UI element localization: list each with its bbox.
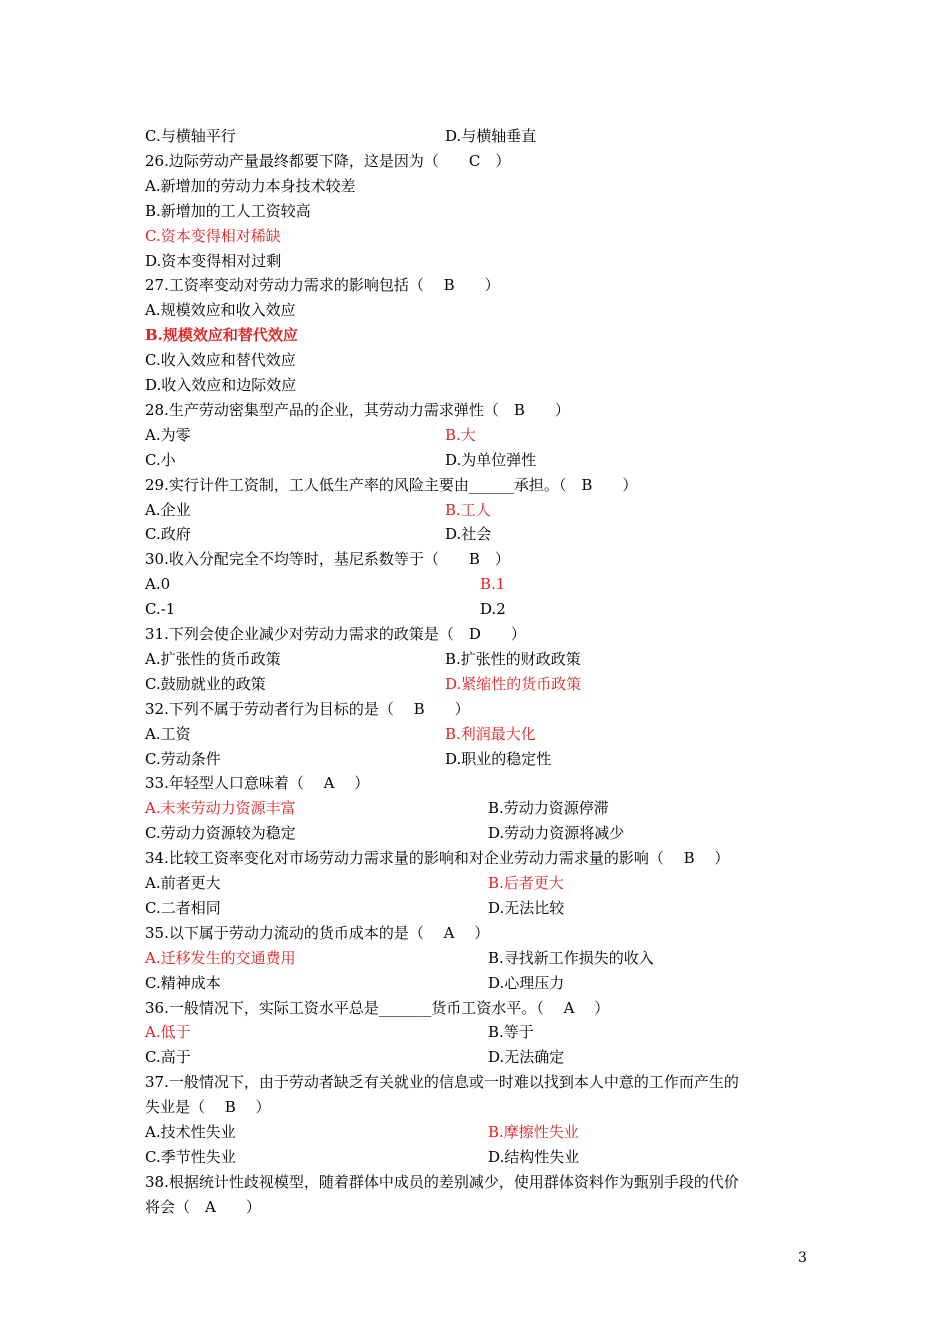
option-right: D.结构性失业 xyxy=(488,1147,580,1166)
text-line: 29.实行计件工资制，工人低生产率的风险主要由______承担。（ B ） xyxy=(145,475,638,494)
option-left: C.劳动力资源较为稳定 xyxy=(145,824,296,843)
text-line: 将会（ A ） xyxy=(145,1197,261,1216)
text-line: C.资本变得相对稀缺 xyxy=(145,226,281,245)
option-right: B.寻找新工作损失的收入 xyxy=(488,948,654,967)
option-left: A.为零 xyxy=(145,425,191,444)
text-line: B.规模效应和替代效应 xyxy=(145,326,298,345)
option-right: D.心理压力 xyxy=(488,973,565,992)
text-line: 38.根据统计性歧视模型，随着群体中成员的差别减少，使用群体资料作为甄别手段的代价 xyxy=(145,1172,739,1191)
option-right: D.紧缩性的货币政策 xyxy=(445,674,582,693)
option-left: C.高于 xyxy=(145,1048,191,1067)
option-right: B.后者更大 xyxy=(488,874,564,892)
option-left: C.精神成本 xyxy=(145,973,221,992)
option-left: A.低于 xyxy=(145,1023,191,1042)
option-right: B.扩张性的财政政策 xyxy=(445,649,581,668)
page-number: 3 xyxy=(798,1250,807,1266)
option-right: B.等于 xyxy=(488,1023,534,1042)
option-left: A.前者更大 xyxy=(145,874,221,892)
option-left: C.季节性失业 xyxy=(145,1147,236,1166)
text-line: 28.生产劳动密集型产品的企业，其劳动力需求弹性（ B ） xyxy=(145,400,570,419)
option-left: C.劳动条件 xyxy=(145,749,221,768)
option-left: C.小 xyxy=(145,450,176,469)
option-left: A.工资 xyxy=(145,724,191,743)
option-left: C.二者相同 xyxy=(145,898,221,917)
text-line: 33.年轻型人口意味着（ A ） xyxy=(145,774,370,793)
option-right: B.劳动力资源停滞 xyxy=(488,799,609,818)
text-line: 27.工资率变动对劳动力需求的影响包括（ B ） xyxy=(145,276,500,295)
option-left: C.与横轴平行 xyxy=(145,127,236,145)
text-line: A.规模效应和收入效应 xyxy=(145,301,296,320)
text-line: 37.一般情况下，由于劳动者缺乏有关就业的信息或一时难以找到本人中意的工作而产生的 xyxy=(145,1073,739,1092)
option-right: D.2 xyxy=(480,600,506,619)
option-right: D.与横轴垂直 xyxy=(445,127,537,145)
text-line: 31.下列会使企业减少对劳动力需求的政策是（ D ） xyxy=(145,625,526,643)
option-right: D.为单位弹性 xyxy=(445,450,537,469)
option-right: B.摩擦性失业 xyxy=(488,1123,579,1141)
option-right: D.劳动力资源将减少 xyxy=(488,824,625,843)
text-line: D.资本变得相对过剩 xyxy=(145,251,282,270)
text-line: C.收入效应和替代效应 xyxy=(145,351,296,370)
option-left: C.鼓励就业的政策 xyxy=(145,674,266,693)
option-right: B.大 xyxy=(445,425,476,444)
option-right: B.工人 xyxy=(445,500,491,519)
option-left: A.扩张性的货币政策 xyxy=(145,649,281,668)
text-line: D.收入效应和边际效应 xyxy=(145,376,297,394)
option-left: A.企业 xyxy=(145,500,191,519)
text-line: 30.收入分配完全不均等时，基尼系数等于（ B ） xyxy=(145,550,510,569)
option-left: A.迁移发生的交通费用 xyxy=(145,948,296,967)
option-left: A.技术性失业 xyxy=(145,1123,236,1141)
text-line: B.新增加的工人工资较高 xyxy=(145,201,311,220)
option-left: C.-1 xyxy=(145,600,176,619)
option-right: D.职业的稳定性 xyxy=(445,749,552,768)
text-line: 34.比较工资率变化对市场劳动力需求量的影响和对企业劳动力需求量的影响（ B ） xyxy=(145,849,730,868)
text-line: 36.一般情况下，实际工资水平总是_______货币工资水平。（ A ） xyxy=(145,998,610,1017)
text-line: 26.边际劳动产量最终都要下降，这是因为（ C ） xyxy=(145,151,511,170)
text-line: 35.以下属于劳动力流动的货币成本的是（ A ） xyxy=(145,923,490,942)
option-left: C.政府 xyxy=(145,525,191,544)
option-right: B.利润最大化 xyxy=(445,724,536,743)
text-line: A.新增加的劳动力本身技术较差 xyxy=(145,176,356,195)
option-left: A.未来劳动力资源丰富 xyxy=(145,799,296,818)
text-line: 32.下列不属于劳动者行为目标的是（ B ） xyxy=(145,699,470,718)
option-right: D.社会 xyxy=(445,525,492,544)
option-right: D.无法确定 xyxy=(488,1048,565,1067)
text-line: 失业是（ B ） xyxy=(145,1098,271,1117)
option-right: D.无法比较 xyxy=(488,898,565,917)
option-right: B.1 xyxy=(480,575,506,594)
option-left: A.0 xyxy=(145,575,171,594)
